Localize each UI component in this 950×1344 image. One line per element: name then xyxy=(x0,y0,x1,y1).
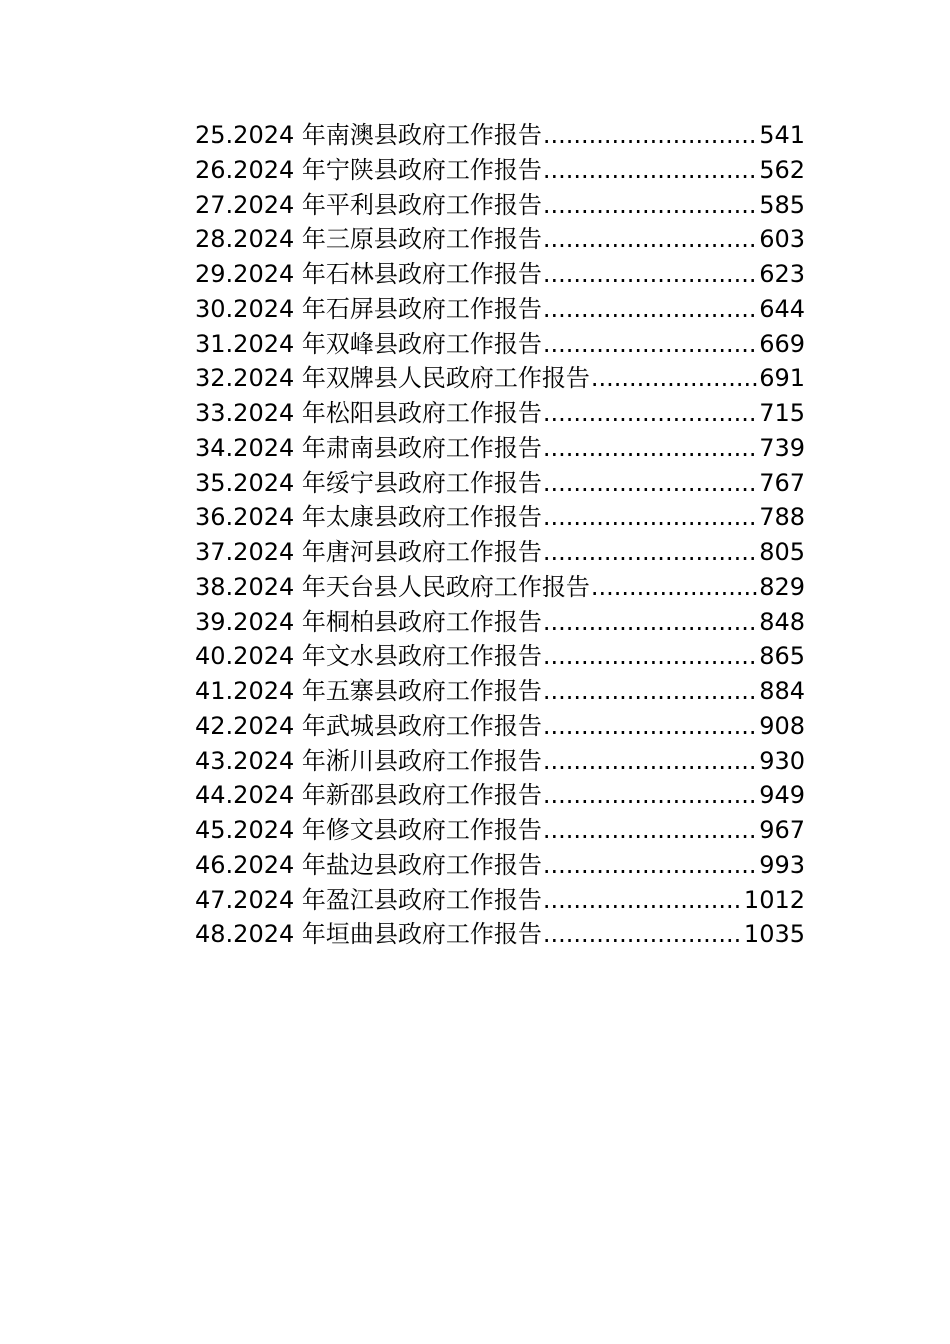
toc-dot-leader xyxy=(543,466,758,501)
toc-dot-leader xyxy=(591,570,758,605)
toc-entry[interactable] xyxy=(195,674,805,709)
toc-entry[interactable] xyxy=(195,570,805,605)
toc-entry[interactable] xyxy=(195,257,805,292)
toc-dot-leader xyxy=(543,188,758,223)
toc-entry[interactable] xyxy=(195,396,805,431)
toc-entry[interactable] xyxy=(195,118,805,153)
toc-page-number: 993 xyxy=(759,850,805,879)
toc-dot-leader xyxy=(543,222,758,257)
toc-page-number: 623 xyxy=(759,260,805,288)
table-of-contents xyxy=(195,118,805,952)
toc-entry[interactable] xyxy=(195,917,805,952)
toc-page-number: 829 xyxy=(759,572,805,601)
toc-entry[interactable] xyxy=(195,605,805,640)
toc-entry-title: 38.2024 年天台县人民政府工作报告 xyxy=(195,572,590,601)
toc-entry-title: 40.2024 年文水县政府工作报告 xyxy=(195,642,542,671)
toc-entry[interactable] xyxy=(195,535,805,570)
toc-dot-leader xyxy=(543,605,758,640)
toc-entry[interactable] xyxy=(195,361,805,396)
toc-entry[interactable] xyxy=(195,744,805,779)
toc-dot-leader xyxy=(543,674,758,709)
toc-entry-title: 39.2024 年桐柏县政府工作报告 xyxy=(195,607,542,636)
toc-entry-title: 45.2024 年修文县政府工作报告 xyxy=(195,816,542,844)
toc-entry-title: 35.2024 年绥宁县政府工作报告 xyxy=(195,468,542,497)
toc-entry[interactable] xyxy=(195,813,805,848)
toc-dot-leader xyxy=(591,361,758,396)
toc-dot-leader xyxy=(543,917,743,952)
toc-entry-title: 28.2024 年三原县政府工作报告 xyxy=(195,225,542,254)
toc-dot-leader xyxy=(543,535,758,570)
toc-entry-title: 27.2024 年平利县政府工作报告 xyxy=(195,190,542,219)
toc-dot-leader xyxy=(543,883,743,918)
toc-page-number: 691 xyxy=(759,364,805,393)
toc-entry[interactable] xyxy=(195,188,805,223)
toc-page-number: 562 xyxy=(759,155,805,184)
toc-entry[interactable] xyxy=(195,709,805,744)
toc-page-number: 669 xyxy=(759,329,805,358)
toc-entry[interactable] xyxy=(195,222,805,257)
toc-entry[interactable] xyxy=(195,431,805,466)
toc-entry-title: 46.2024 年盐边县政府工作报告 xyxy=(195,850,542,879)
toc-dot-leader xyxy=(543,848,758,883)
toc-page-number: 585 xyxy=(759,190,805,219)
toc-page-number: 967 xyxy=(759,816,805,844)
toc-dot-leader xyxy=(543,709,758,744)
toc-dot-leader xyxy=(543,118,758,153)
toc-entry[interactable] xyxy=(195,848,805,883)
toc-page-number: 949 xyxy=(759,781,805,810)
toc-page-number: 603 xyxy=(759,225,805,254)
toc-entry-title: 43.2024 年淅川县政府工作报告 xyxy=(195,746,542,775)
toc-page-number: 884 xyxy=(759,677,805,705)
toc-entry-title: 37.2024 年唐河县政府工作报告 xyxy=(195,538,542,566)
toc-dot-leader xyxy=(543,153,758,188)
toc-page-number: 908 xyxy=(759,711,805,740)
toc-page-number: 1035 xyxy=(743,920,805,949)
toc-entry[interactable] xyxy=(195,500,805,535)
toc-entry-title: 29.2024 年石林县政府工作报告 xyxy=(195,260,542,288)
toc-entry[interactable] xyxy=(195,639,805,674)
toc-dot-leader xyxy=(543,813,758,848)
toc-page-number: 541 xyxy=(759,121,805,149)
toc-dot-leader xyxy=(543,778,758,813)
toc-entry[interactable] xyxy=(195,327,805,362)
toc-entry-title: 34.2024 年肃南县政府工作报告 xyxy=(195,433,542,462)
toc-entry-title: 26.2024 年宁陕县政府工作报告 xyxy=(195,155,542,184)
toc-page-number: 805 xyxy=(759,538,805,566)
toc-dot-leader xyxy=(543,431,758,466)
toc-entry[interactable] xyxy=(195,153,805,188)
toc-page-number: 930 xyxy=(759,746,805,775)
toc-dot-leader xyxy=(543,744,758,779)
toc-entry[interactable] xyxy=(195,883,805,918)
toc-page-number: 865 xyxy=(759,642,805,671)
toc-entry-title: 41.2024 年五寨县政府工作报告 xyxy=(195,677,542,705)
toc-entry[interactable] xyxy=(195,778,805,813)
toc-entry-title: 32.2024 年双牌县人民政府工作报告 xyxy=(195,364,590,393)
toc-dot-leader xyxy=(543,500,758,535)
toc-page-number: 788 xyxy=(759,503,805,532)
toc-dot-leader xyxy=(543,639,758,674)
toc-entry-title: 48.2024 年垣曲县政府工作报告 xyxy=(195,920,542,949)
toc-entry-title: 25.2024 年南澳县政府工作报告 xyxy=(195,121,542,149)
toc-entry[interactable] xyxy=(195,292,805,327)
toc-entry-title: 42.2024 年武城县政府工作报告 xyxy=(195,711,542,740)
toc-page-number: 715 xyxy=(759,399,805,427)
toc-page-number: 767 xyxy=(759,468,805,497)
toc-dot-leader xyxy=(543,257,758,292)
toc-page-number: 644 xyxy=(759,294,805,323)
toc-page-number: 848 xyxy=(759,607,805,636)
toc-dot-leader xyxy=(543,396,758,431)
toc-entry-title: 47.2024 年盈江县政府工作报告 xyxy=(195,885,542,914)
toc-entry[interactable] xyxy=(195,466,805,501)
toc-entry-title: 33.2024 年松阳县政府工作报告 xyxy=(195,399,542,427)
toc-entry-title: 36.2024 年太康县政府工作报告 xyxy=(195,503,542,532)
toc-dot-leader xyxy=(543,292,758,327)
toc-page-number: 1012 xyxy=(743,885,805,914)
toc-entry-title: 31.2024 年双峰县政府工作报告 xyxy=(195,329,542,358)
toc-page-number: 739 xyxy=(759,433,805,462)
toc-dot-leader xyxy=(543,327,758,362)
toc-entry-title: 44.2024 年新邵县政府工作报告 xyxy=(195,781,542,810)
toc-entry-title: 30.2024 年石屏县政府工作报告 xyxy=(195,294,542,323)
